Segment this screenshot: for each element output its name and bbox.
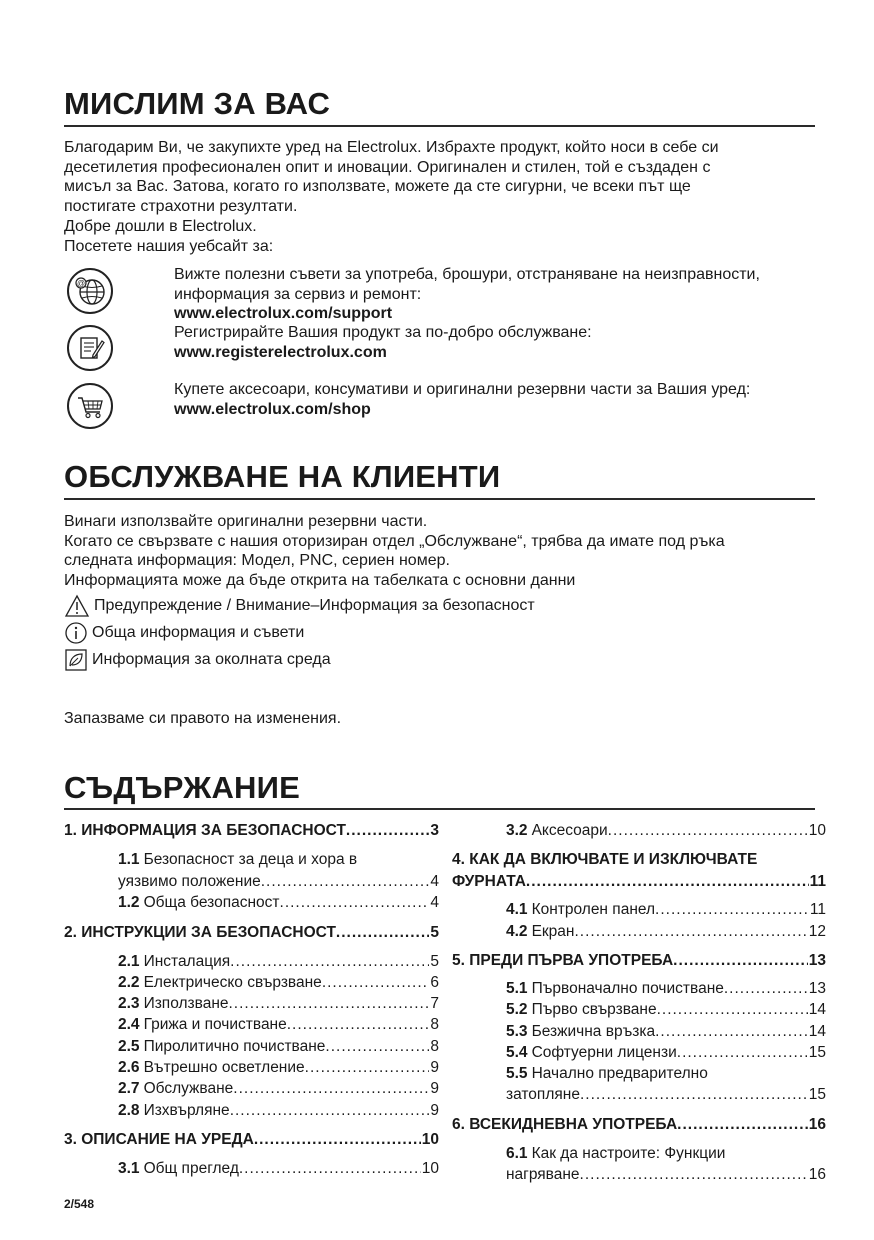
toc-section-number: 4.1	[506, 901, 528, 918]
toc-section-label: нагряване	[506, 1166, 580, 1184]
toc-page-number: 11	[809, 873, 826, 890]
toc-chapter-2[interactable]	[64, 924, 439, 946]
toc-section-label: Първо свързване	[531, 1001, 657, 1019]
toc-section-label: Пиролитично почистване	[143, 1037, 326, 1055]
toc-section-5-5-cont[interactable]	[506, 1086, 826, 1107]
toc-section-label: Безопасност за деца и хора в	[143, 851, 358, 868]
toc-section-label: Софтуерни лицензи	[531, 1043, 677, 1061]
toc-section-2-6[interactable]	[118, 1059, 439, 1080]
toc-section-number: 5.4	[506, 1043, 528, 1061]
toc-page-number: 9	[430, 1080, 439, 1098]
service-paragraph	[64, 512, 824, 591]
toc-page-number: 4	[430, 872, 439, 890]
service-line: Винаги използвайте оригинални резервни части.	[64, 513, 428, 530]
toc-page-number: 10	[421, 1130, 439, 1148]
toc-section-number: 1.2	[118, 894, 140, 911]
toc-section-label: Екран	[531, 922, 575, 940]
toc-chapter-label: 4. КАК ДА ВКЛЮЧВАТЕ И ИЗКЛЮЧВАТЕ	[452, 851, 758, 868]
toc-section-number: 5.3	[506, 1022, 528, 1040]
toc-chapter-1[interactable]	[64, 822, 439, 844]
toc-section-number: 3.2	[506, 822, 528, 839]
toc-section-label: Начално предварително	[531, 1065, 708, 1083]
toc-section-number: 5.2	[506, 1001, 528, 1019]
shop-link-block	[174, 380, 814, 419]
toc-section-number: 2.2	[118, 973, 140, 991]
toc-chapter-4-cont[interactable]	[452, 873, 826, 895]
toc-section-number: 2.6	[118, 1058, 140, 1076]
toc-section-label: Контролен панел	[531, 901, 656, 918]
toc-page-number: 8	[430, 1037, 439, 1055]
toc-left-column	[64, 822, 439, 1181]
section-title-contents: СЪДЪРЖАНИЕ	[64, 770, 300, 805]
toc-page-number: 4	[430, 894, 439, 911]
toc-section-number: 4.2	[506, 922, 528, 940]
toc-section-label: Обслужване	[143, 1080, 234, 1098]
toc-section-number: 2.8	[118, 1101, 140, 1119]
intro-line: Добре дошли в Electrolux.	[64, 217, 257, 235]
toc-section-1-2[interactable]	[118, 894, 439, 916]
toc-page-number: 12	[808, 922, 826, 940]
toc-page-number: 15	[808, 1086, 826, 1104]
toc-section-label: уязвимо положение	[118, 872, 261, 890]
legend-warning	[64, 594, 535, 618]
warning-triangle-icon	[64, 594, 90, 618]
toc-section-label: Безжична връзка	[531, 1022, 656, 1040]
toc-page-number: 13	[808, 980, 826, 997]
toc-section-3-1[interactable]	[118, 1160, 439, 1182]
toc-section-5-3[interactable]	[506, 1023, 826, 1044]
toc-page-number: 10	[421, 1159, 439, 1177]
shop-url-link[interactable]: www.electrolux.com/shop	[174, 400, 371, 418]
register-url-link[interactable]: www.registerelectrolux.com	[174, 343, 387, 361]
toc-section-2-3[interactable]	[118, 995, 439, 1016]
toc-chapter-3[interactable]	[64, 1131, 439, 1153]
toc-section-number: 2.3	[118, 995, 140, 1013]
toc-section-2-4[interactable]	[118, 1016, 439, 1037]
intro-line: Посетете нашия уебсайт за:	[64, 237, 274, 255]
toc-page-number: 13	[808, 952, 826, 969]
toc-right-column	[452, 822, 826, 1187]
intro-line: Благодарим Ви, че закупихте уред на Electrolux. Избрахте продукт, който носи в себе си	[64, 139, 719, 156]
toc-page-number: 7	[430, 995, 439, 1013]
toc-chapter-4[interactable]	[452, 851, 826, 873]
section-divider	[64, 498, 815, 500]
service-line: Информацията може да бъде открита на табелката с основни данни	[64, 572, 576, 590]
toc-section-label: Обща безопасност	[143, 894, 280, 911]
toc-page-number: 14	[808, 1001, 826, 1019]
legend-info-label: Обща информация и съвети	[92, 624, 305, 641]
toc-section-label: Грижа и почистване	[143, 1016, 287, 1034]
support-description: информация за сервиз и ремонт:	[174, 285, 422, 303]
toc-page-number: 15	[808, 1043, 826, 1061]
toc-section-label: Електрическо свързване	[143, 973, 322, 991]
toc-section-2-5[interactable]	[118, 1038, 439, 1059]
intro-line: мисъл за Вас. Затова, когато го използвате, можете да сте сигурни, че всеки път ще	[64, 178, 691, 196]
register-link-block	[174, 323, 814, 362]
toc-section-number: 3.1	[118, 1159, 140, 1177]
toc-page-number: 9	[430, 1058, 439, 1076]
toc-chapter-6[interactable]	[452, 1116, 826, 1138]
legend-warning-label: Предупреждение / Внимание–Информация за безопасност	[94, 597, 535, 614]
toc-page-number: 16	[808, 1115, 826, 1133]
intro-line: постигате страхотни резултати.	[64, 198, 298, 216]
toc-page-number: 14	[808, 1022, 826, 1040]
toc-page-number: 16	[808, 1166, 826, 1184]
info-circle-icon	[64, 621, 88, 645]
toc-section-label: Използване	[143, 995, 229, 1013]
toc-page-number: 11	[809, 901, 826, 918]
service-line: Когато се свързвате с нашия оторизиран отдел „Обслужване“, трябва да имате под ръка	[64, 532, 725, 550]
toc-section-number: 2.4	[118, 1016, 140, 1034]
toc-section-6-1-cont[interactable]	[506, 1166, 826, 1187]
legend-environment	[64, 648, 331, 672]
toc-section-number: 5.1	[506, 980, 528, 997]
toc-page-number: 9	[430, 1101, 439, 1119]
register-description: Регистрирайте Вашия продукт за по-добро обслужване:	[174, 324, 592, 341]
toc-section-number: 2.1	[118, 952, 140, 970]
toc-section-number: 1.1	[118, 851, 140, 868]
toc-section-label: Изхвърляне	[143, 1101, 230, 1119]
toc-page-number: 10	[808, 822, 826, 839]
toc-section-label: Как да настроите: Функции	[531, 1144, 726, 1162]
section-title-thinking-of-you: МИСЛИМ ЗА ВАС	[64, 86, 331, 121]
toc-section-2-7[interactable]	[118, 1080, 439, 1101]
toc-section-2-8[interactable]	[118, 1102, 439, 1123]
toc-section-1-1[interactable]	[118, 851, 439, 873]
shop-description: Купете аксесоари, консумативи и оригинални резервни части за Вашия уред:	[174, 381, 751, 398]
globe-at-icon	[67, 268, 113, 314]
toc-section-4-2[interactable]	[506, 923, 826, 945]
toc-section-5-5[interactable]	[506, 1065, 826, 1086]
toc-chapter-label: 2. ИНСТРУКЦИИ ЗА БЕЗОПАСНОСТ	[64, 923, 336, 941]
section-title-customer-service: ОБСЛУЖВАНЕ НА КЛИЕНТИ	[64, 459, 501, 494]
legend-info	[64, 621, 304, 645]
intro-line: десетилетия професионален опит и иновации. Оригинален и стилен, той е създаден с	[64, 158, 711, 176]
toc-chapter-5[interactable]	[452, 952, 826, 974]
toc-section-5-2[interactable]	[506, 1001, 826, 1022]
toc-section-number: 2.7	[118, 1080, 140, 1098]
toc-section-2-2[interactable]	[118, 974, 439, 995]
toc-section-4-1[interactable]	[506, 901, 826, 923]
shopping-cart-icon	[67, 383, 113, 429]
legend-environment-label: Информация за околната среда	[92, 651, 331, 668]
toc-page-number: 5	[430, 923, 439, 941]
intro-paragraph	[64, 138, 824, 256]
document-pen-icon	[67, 325, 113, 371]
toc-section-label: затопляне	[506, 1086, 580, 1104]
toc-chapter-label: 6. ВСЕКИДНЕВНА УПОТРЕБА	[452, 1115, 678, 1133]
toc-chapter-label: 5. ПРЕДИ ПЪРВА УПОТРЕБА	[452, 952, 674, 969]
page-number: 2/548	[64, 1197, 95, 1211]
toc-section-label: Първоначално почистване	[531, 980, 724, 997]
toc-page-number: 6	[430, 973, 439, 991]
toc-page-number: 5	[430, 952, 439, 970]
toc-section-6-1[interactable]	[506, 1145, 826, 1166]
support-link-block	[174, 265, 814, 324]
toc-section-1-1-cont[interactable]	[118, 873, 439, 895]
toc-section-label: Аксесоари	[531, 822, 608, 839]
section-divider	[64, 808, 815, 810]
toc-section-label: Общ преглед	[143, 1159, 239, 1177]
toc-chapter-2-sections	[64, 953, 439, 1123]
svg-text:@: @	[76, 279, 86, 288]
service-line: следната информация: Модел, PNC, сериен номер.	[64, 552, 450, 570]
leaf-box-icon	[64, 648, 88, 672]
toc-chapter-label: 3. ОПИСАНИЕ НА УРЕДА	[64, 1130, 254, 1148]
support-url-link[interactable]: www.electrolux.com/support	[174, 305, 393, 323]
toc-section-5-1[interactable]	[506, 980, 826, 1001]
section-divider	[64, 125, 815, 127]
toc-section-number: 6.1	[506, 1144, 528, 1162]
toc-page-number: 3	[430, 822, 439, 839]
support-description: Вижте полезни съвети за употреба, брошури, отстраняване на неизправности,	[174, 266, 760, 283]
reserve-note: Запазваме си правото на изменения.	[64, 710, 342, 727]
toc-section-2-1[interactable]	[118, 953, 439, 974]
toc-section-number: 5.5	[506, 1065, 528, 1083]
toc-section-5-4[interactable]	[506, 1044, 826, 1065]
toc-chapter-label: ФУРНАТА	[452, 873, 526, 890]
toc-page-number: 8	[430, 1016, 439, 1034]
toc-section-3-2[interactable]	[506, 822, 826, 844]
toc-section-label: Вътрешно осветление	[143, 1058, 305, 1076]
toc-section-number: 2.5	[118, 1037, 140, 1055]
toc-section-label: Инсталация	[143, 952, 231, 970]
toc-chapter-label: 1. ИНФОРМАЦИЯ ЗА БЕЗОПАСНОСТ	[64, 822, 346, 839]
